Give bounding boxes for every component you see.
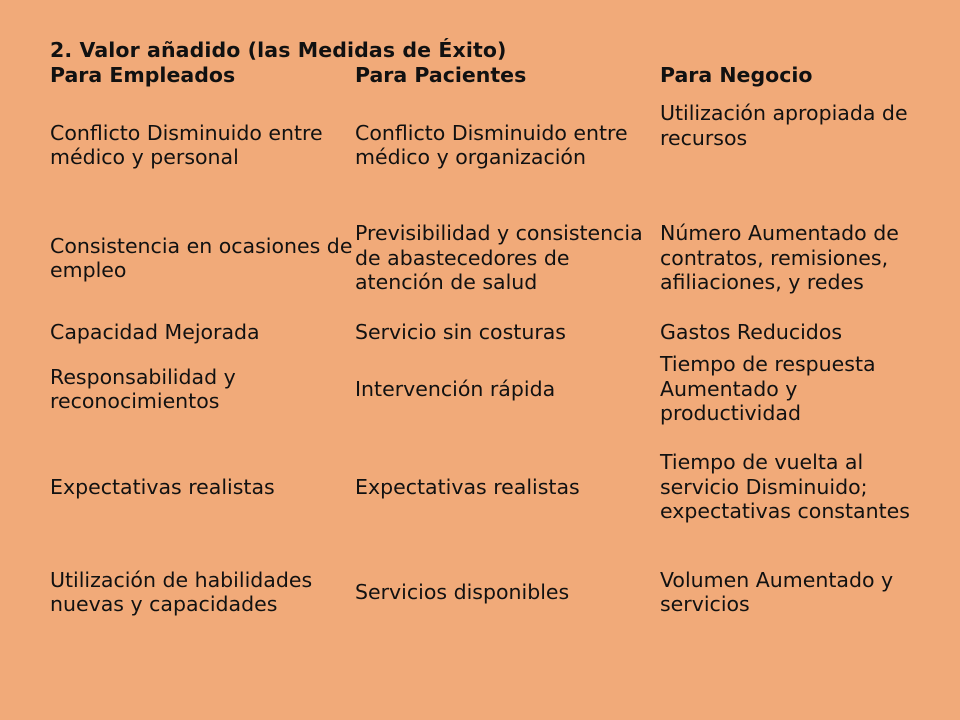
cell-patients: Servicios disponibles [355, 579, 570, 604]
cell-business: Número Aumentado de contratos, remisiones, afiliaciones, y redes [660, 221, 899, 295]
table-row [50, 541, 920, 643]
header-row [50, 63, 920, 93]
cell-business: Utilización apropiada de recursos [660, 101, 908, 150]
cell-employees: Conflicto Disminuido entre médico y personal [50, 120, 323, 169]
header-employees: Para Empleados [50, 63, 236, 87]
table-row [50, 93, 920, 197]
cell-business: Tiempo de vuelta al servicio Disminuido; expectativas constantes [660, 450, 910, 524]
cell-business: Volumen Aumentado y servicios [660, 567, 894, 616]
cell-employees: Utilización de habilidades nuevas y capacidades [50, 567, 313, 616]
cell-employees: Responsabilidad y reconocimientos [50, 364, 236, 413]
header-patients: Para Pacientes [355, 63, 527, 87]
cell-patients: Servicio sin costuras [355, 319, 566, 344]
cell-employees: Expectativas realistas [50, 474, 275, 499]
cell-patients: Previsibilidad y consistencia de abastecedores de atención de salud [355, 221, 643, 295]
cell-patients: Expectativas realistas [355, 474, 580, 499]
cell-employees: Capacidad Mejorada [50, 319, 260, 344]
slide-title: 2. Valor añadido (las Medidas de Éxito) [50, 38, 507, 62]
header-business: Para Negocio [660, 63, 813, 87]
cell-business: Tiempo de respuesta Aumentado y productividad [660, 352, 876, 426]
table-row [50, 319, 920, 345]
cell-business: Gastos Reducidos [660, 319, 843, 344]
cell-employees: Consistencia en ocasiones de empleo [50, 233, 353, 282]
slide-content [50, 38, 930, 643]
cell-patients: Intervención rápida [355, 376, 556, 401]
table-row [50, 433, 920, 541]
value-added-table [50, 63, 920, 643]
table-row [50, 345, 920, 433]
table-row [50, 197, 920, 319]
cell-patients: Conflicto Disminuido entre médico y organización [355, 120, 628, 169]
